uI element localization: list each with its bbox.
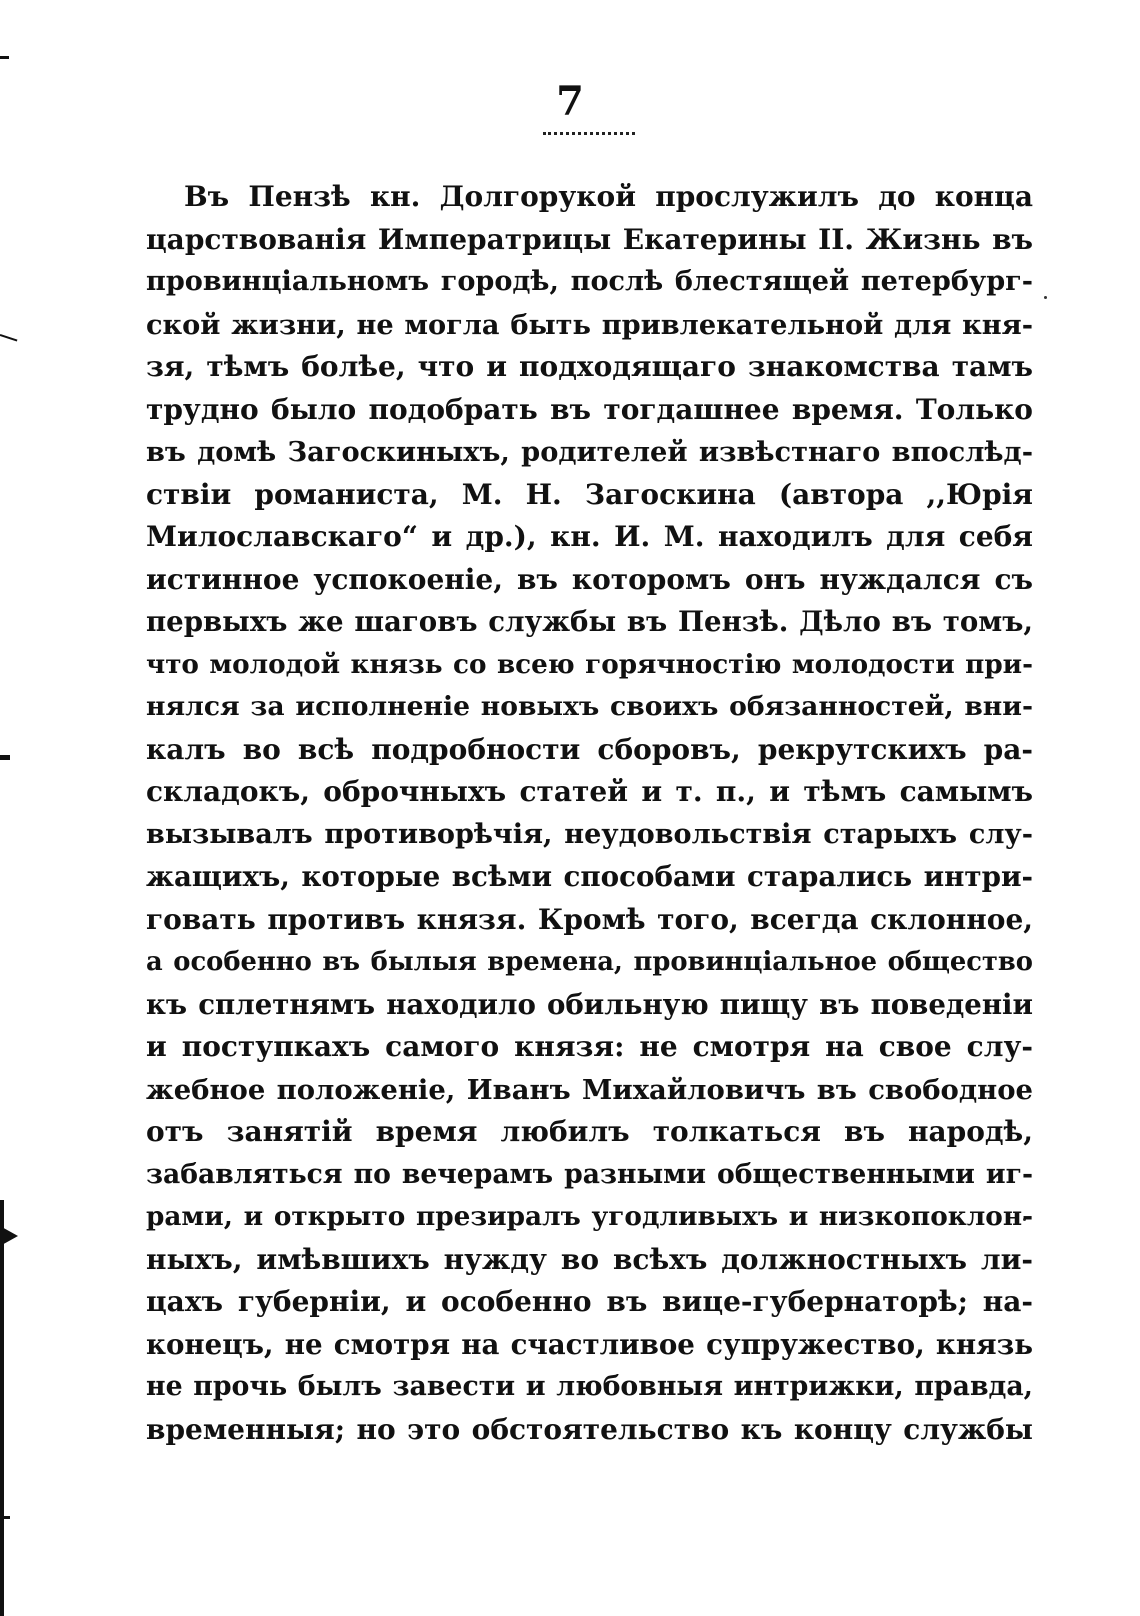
text-line: истинное успокоеніе, въ которомъ онъ нуждался съ [146,562,1033,596]
page-number-rule [543,132,635,135]
text-line: говать противъ князя. Кромѣ того, всегда склонное, [146,902,1033,936]
text-line: Въ Пензѣ кн. Долгорукой прослужилъ до конца [184,180,1033,213]
text-line: ныхъ, имѣвшихъ нужду во всѣхъ должностныхъ ли- [146,1242,1033,1276]
text-line: ствіи романиста, М. Н. Загоскина (автора ,,Юрія [146,477,1033,511]
text-line: ской жизни, не могла быть привлекательной для кня- [146,308,1033,341]
margin-mark [0,1516,10,1519]
margin-mark [0,755,10,760]
text-line: и поступкахъ самого князя: не смотря на свое слу- [146,1030,1033,1063]
text-line: нялся за исполненіе новыхъ своихъ обязанностей, вни- [146,691,1033,722]
text-line: рами, и открыто презиралъ угодливыхъ и низкопоклон- [146,1201,1033,1232]
print-speck [1044,296,1047,299]
text-line: отъ занятій время любилъ толкаться въ народѣ, [146,1115,1033,1148]
text-line: вызывалъ противорѣчія, неудовольствія старыхъ слу- [146,818,1033,850]
text-line: конецъ, не смотря на счастливое супружество, князь [146,1327,1033,1361]
text-line: временныя; но это обстоятельство къ концу службы [146,1412,1033,1446]
text-line: что молодой князь со всею горячностію молодости при- [146,648,1033,680]
text-line: жебное положеніе, Иванъ Михайловичъ въ свободное [146,1073,1033,1106]
text-line: забавляться по вечерамъ разными общественными иг- [146,1158,1033,1190]
text-line: къ сплетнямъ находило обильную пищу въ поведеніи [146,987,1033,1021]
text-line: провинціальномъ городѣ, послѣ блестящей петербург- [146,266,1033,297]
text-line: жащихъ, которые всѣми способами старались интри- [146,860,1033,893]
text-line: трудно было подобрать въ тогдашнее время. Только [146,392,1033,426]
text-line: цахъ губерніи, и особенно въ вице-губернаторѣ; на- [146,1285,1033,1318]
text-line: Милославскаго“ и др.), кн. И. М. находилъ для себя [146,520,1033,553]
margin-mark [0,1226,18,1246]
margin-mark [0,334,17,341]
text-line: зя, тѣмъ болѣе, что и подходящаго знакомства тамъ [146,350,1033,383]
margin-mark [0,56,9,59]
body-text [146,176,1033,1451]
binding-edge [0,1200,4,1616]
text-line: а особенно въ былыя времена, провинціальное общество [146,947,1033,977]
text-line: въ домѣ Загоскиныхъ, родителей извѣстнаго впослѣд- [146,436,1033,468]
text-line: калъ во всѣ подробности сборовъ, рекрутскихъ ра- [146,732,1033,766]
page-number: 7 [556,78,584,125]
text-line: складокъ, оброчныхъ статей и т. п., и тѣмъ самымъ [146,775,1033,808]
text-line: первыхъ же шаговъ службы въ Пензѣ. Дѣло въ томъ, [146,605,1033,638]
text-line: не прочь былъ завести и любовныя интрижки, правда, [146,1371,1033,1402]
text-line: царствованія Императрицы Екатерины II. Жизнь въ [146,222,1033,256]
